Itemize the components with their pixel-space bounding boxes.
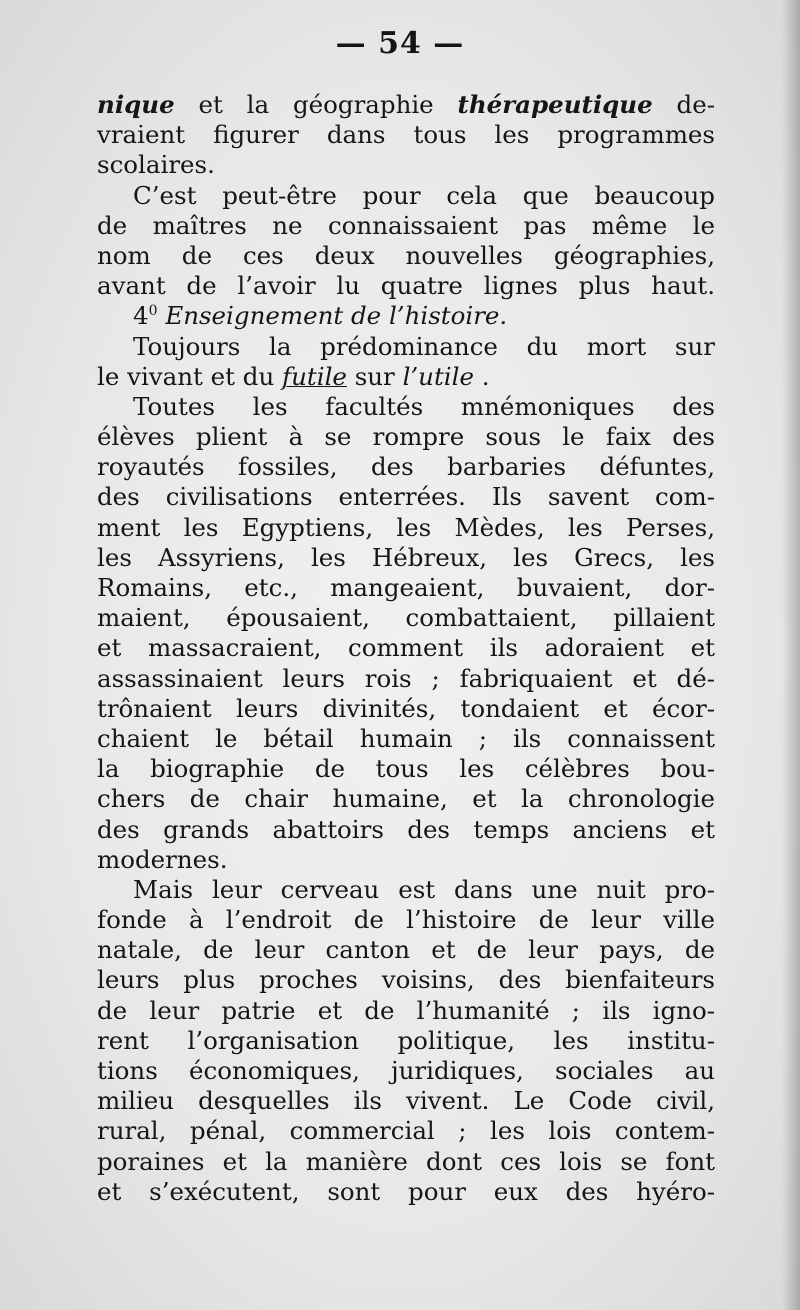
text-line <box>97 633 715 663</box>
text-segment: ment les Egyptiens, les Mèdes, les Perses, <box>97 512 715 542</box>
text-line <box>97 452 715 482</box>
text-segment: nom de ces deux nouvelles géographies, <box>97 240 715 270</box>
text-segment: poraines et la manière dont ces lois se font <box>97 1146 715 1176</box>
text-segment: leurs plus proches voisins, des bienfaiteurs <box>97 965 715 995</box>
text-segment: de maîtres ne connaissaient pas même le <box>97 210 715 240</box>
text-line <box>97 815 715 845</box>
text-segment: la biographie de tous les célèbres bou- <box>97 754 715 784</box>
text-segment: assassinaient leurs rois ; fabriquaient et dé- <box>97 663 715 693</box>
text-segment: sur <box>346 361 403 391</box>
text-segment: Mais leur cerveau est dans une nuit pro- <box>133 874 715 904</box>
text-segment: trônaient leurs divinités, tondaient et écor- <box>97 693 715 723</box>
text-line <box>97 935 715 965</box>
text-segment: avant de l’avoir lu quatre lignes plus haut. <box>97 271 715 301</box>
text-line <box>97 150 715 180</box>
text-segment: les Assyriens, les Hébreux, les Grecs, les <box>97 542 715 572</box>
text-line <box>97 603 715 633</box>
text-segment: Toujours la prédominance du mort sur <box>133 331 715 361</box>
text-line <box>97 905 715 935</box>
text-segment: futile <box>282 361 347 391</box>
text-line <box>97 90 715 120</box>
text-segment: rural, pénal, commercial ; les lois contem- <box>97 1116 715 1146</box>
text-segment: Toutes les facultés mnémoniques des <box>133 391 715 421</box>
text-line <box>97 694 715 724</box>
text-line <box>97 754 715 784</box>
text-line <box>97 1086 715 1116</box>
text-line <box>97 573 715 603</box>
text-segment: rent l’organisation politique, les institu- <box>97 1025 715 1055</box>
text-segment: royautés fossiles, des barbaries défuntes, <box>97 452 715 482</box>
text-line <box>97 1147 715 1177</box>
text-line <box>97 120 715 150</box>
text-segment: milieu desquelles ils vivent. Le Code civil, <box>97 1086 715 1116</box>
text-line <box>97 1177 715 1207</box>
text-segment: 0 <box>148 303 158 320</box>
text-segment: élèves plient à se rompre sous le faix des <box>97 422 715 452</box>
text-segment: fonde à l’endroit de l’histoire de leur ville <box>97 905 715 935</box>
text-segment: modernes. <box>97 844 228 874</box>
text-segment: chers de chair humaine, et la chronologie <box>97 784 715 814</box>
text-segment: Romains, etc., mangeaient, buvaient, dor- <box>97 573 715 602</box>
text-segment: 4 <box>133 301 149 331</box>
text-line <box>97 301 715 331</box>
text-line <box>97 664 715 694</box>
text-line <box>97 543 715 573</box>
text-segment: tions économiques, juridiques, sociales au <box>97 1056 715 1085</box>
text-segment: et s’exécutent, sont pour eux des hyéro- <box>97 1176 715 1206</box>
text-segment: . <box>473 361 490 391</box>
text-line <box>97 332 715 362</box>
text-line <box>97 181 715 211</box>
body-text <box>97 90 715 1207</box>
text-segment: Enseignement de l’histoire. <box>165 301 508 331</box>
text-line <box>97 784 715 814</box>
text-segment: maient, épousaient, combattaient, pillaient <box>97 603 715 633</box>
page-number: — 54 — <box>335 26 465 61</box>
text-segment: scolaires. <box>97 150 215 180</box>
text-segment: C’est peut-être pour cela que beaucoup <box>133 180 715 210</box>
text-segment: nique <box>97 90 175 119</box>
text-segment: l’utile <box>402 361 474 391</box>
text-segment: natale, de leur canton et de leur pays, de <box>97 935 715 965</box>
text-line <box>97 724 715 754</box>
text-line <box>97 362 715 392</box>
text-segment: thérapeutique <box>457 90 653 119</box>
text-line <box>97 875 715 905</box>
text-segment: chaient le bétail humain ; ils connaissent <box>97 723 715 753</box>
text-line <box>97 965 715 995</box>
text-line <box>97 482 715 512</box>
text-segment: de leur patrie et de l’humanité ; ils igno- <box>97 995 715 1025</box>
text-line <box>97 513 715 543</box>
text-segment: vraient figurer dans tous les programmes <box>97 120 715 150</box>
text-segment: des grands abattoirs des temps anciens et <box>97 814 715 844</box>
text-line <box>97 1116 715 1146</box>
text-line <box>97 1026 715 1056</box>
text-segment: des civilisations enterrées. Ils savent com- <box>97 482 715 512</box>
text-line <box>97 271 715 301</box>
text-segment: le vivant et du <box>97 361 283 391</box>
text-segment: de- <box>652 90 715 119</box>
text-segment: et massacraient, comment ils adoraient et <box>97 633 715 663</box>
text-segment: et la géographie <box>174 90 458 119</box>
text-line <box>97 845 715 875</box>
text-line <box>97 996 715 1026</box>
text-line <box>97 422 715 452</box>
text-line <box>97 211 715 241</box>
text-line <box>97 392 715 422</box>
text-line <box>97 1056 715 1086</box>
text-line <box>97 241 715 271</box>
